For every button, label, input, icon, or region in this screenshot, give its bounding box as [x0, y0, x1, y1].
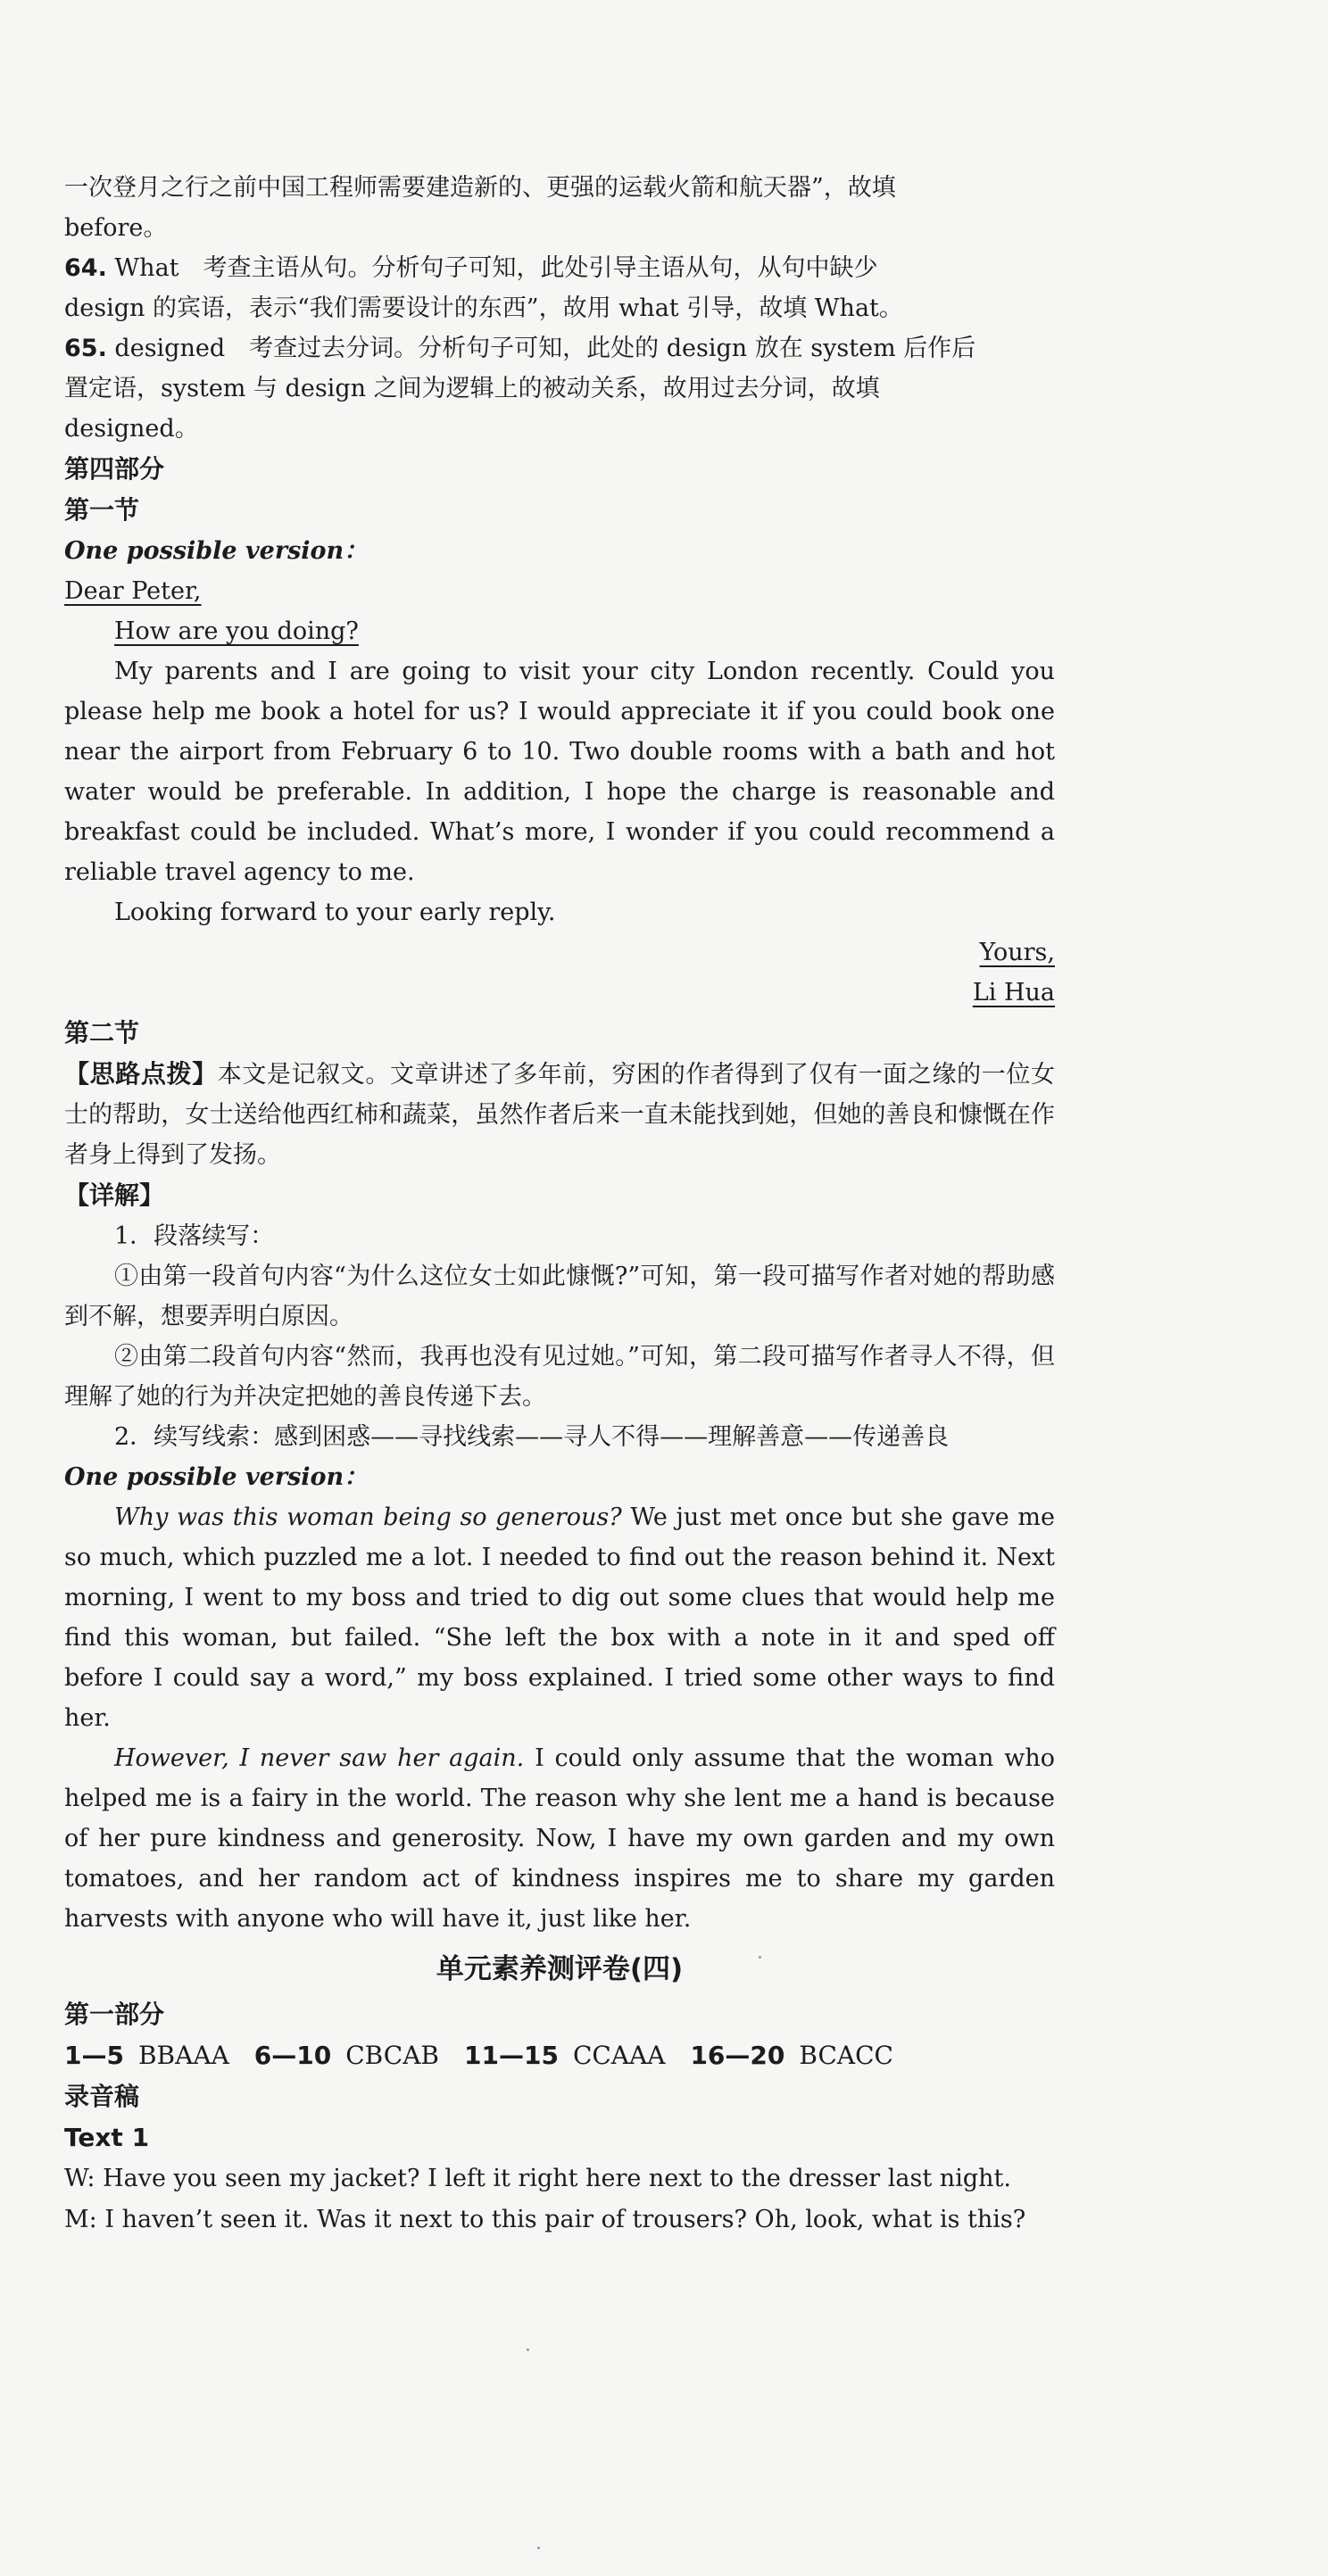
dialogue-man-line: M: I haven’t seen it. Was it next to this pair of trousers? Oh, look, what is this?: [64, 2206, 1026, 2233]
section2-heading: 第二节: [64, 1018, 140, 1048]
point-1: 1．段落续写：: [114, 1222, 275, 1250]
answer-65: [64, 328, 1055, 369]
prev-continuation-line1: 一次登月之行之前中国工程师需要建造新的、更强的运载火箭和航天器”，故填: [64, 174, 896, 202]
answer-65-text: designed 考查过去分词。分析句子可知，此处的 design 放在 system 后作后: [106, 335, 976, 362]
point-2: 2．续写线索：感到困惑——寻找线索——寻人不得——理解善意——传递善良: [114, 1423, 950, 1451]
question-number-65: 65.: [64, 335, 107, 362]
answer-range: 16—20: [690, 2041, 785, 2070]
answer-keys: BBAAA: [137, 2041, 229, 2070]
prev-continuation-line2: before。: [64, 214, 168, 242]
letter-greeting: Dear Peter,: [64, 577, 202, 605]
question-number-64: 64.: [64, 254, 107, 282]
idea-text: 本文是记叙文。文章讲述了多年前，穷困的作者得到了仅有一面之缘的一位女士的帮助，女士送给他西红柿和蔬菜，虽然作者后来一直未能找到她，但她的善良和慷慨在作者身上得到了发扬。: [64, 1061, 1055, 1169]
answer-keys: CCAAA: [572, 2041, 666, 2070]
answer-key-row: [64, 2035, 1055, 2076]
story-p2-lead: However, I never saw her again.: [114, 1744, 525, 1772]
answer-keys: BCACC: [799, 2041, 893, 2070]
version-label-1: One possible version：: [64, 537, 369, 565]
scan-speck: [759, 1956, 761, 1959]
transcript-label: 录音稿: [64, 2082, 140, 2111]
idea-label: 【思路点拨】: [64, 1059, 218, 1089]
letter-sign-off: Yours,: [979, 939, 1055, 966]
story-p2-rest: I could only assume that the woman who helped me is a fairy in the world. The reason why she lent me a hand is because of her pure kindness and generosity. Now, I have my own garden and my own tomatoes, and her random act of kindness inspires me to share my garden harvests with anyone who will have it, just like her.: [64, 1744, 1055, 1933]
scan-speck: [537, 2547, 540, 2549]
letter-closing: Looking forward to your early reply.: [114, 899, 556, 926]
answer-range: 1—5: [64, 2041, 124, 2070]
answer-65-line2: 置定语，system 与 design 之间为逻辑上的被动关系，故用过去分词，故填: [64, 375, 880, 402]
story-p1-lead: Why was this woman being so generous?: [114, 1503, 622, 1531]
part4-heading: 第四部分: [64, 454, 165, 484]
section1-heading: 第一节: [64, 495, 140, 525]
answer-64-text: What 考查主语从句。分析句子可知，此处引导主语从句，从句中缺少: [106, 254, 878, 282]
answer-group: [690, 2035, 893, 2076]
answer-64: [64, 248, 1055, 288]
unit-test-title: 单元素养测评卷(四): [436, 1953, 684, 1985]
dialogue-woman-line: W: Have you seen my jacket? I left it right here next to the dresser last night.: [64, 2165, 1011, 2192]
point-1-sub-2: ②由第二段首句内容“然而，我再也没有见过她。”可知，第二段可描写作者寻人不得，但理解了她的行为并决定把她的善良传递下去。: [64, 1343, 1055, 1411]
story-paragraph-1: [64, 1497, 1055, 1738]
answer-64-line2: design 的宾语，表示“我们需要设计的东西”，故用 what 引导，故填 What。: [64, 294, 903, 322]
story-paragraph-2: [64, 1738, 1055, 1939]
text1-label: Text 1: [64, 2123, 150, 2152]
letter-opening: How are you doing?: [114, 617, 359, 645]
story-p1-rest: We just met once but she gave me so much, which puzzled me a lot. I needed to find out the reason behind it. Next morning, I went to my boss and tried to dig out some clues that would help me find this woman, but failed. “She left the box with a note in it and sped off before I could say a word,” my boss explained. I tried some other ways to find her.: [64, 1503, 1055, 1732]
detail-label: 【详解】: [64, 1180, 165, 1210]
version-label-2: One possible version：: [64, 1463, 369, 1491]
answer-group: [64, 2035, 229, 2076]
answer-group: [464, 2035, 665, 2076]
answer-group: [254, 2035, 439, 2076]
letter-body: My parents and I are going to visit your city London recently. Could you please help me book a hotel for us? I would appreciate it if you could book one near the airport from February 6 to 10. Two double rooms with a bath and hot water would be preferable. In addition, I hope the charge is reasonable and breakfast could be included. What’s more, I wonder if you could recommend a reliable travel agency to me.: [64, 658, 1055, 886]
letter-signature: Li Hua: [972, 979, 1055, 1006]
answer-65-line3: designed。: [64, 415, 199, 443]
answer-keys: CBCAB: [345, 2041, 439, 2070]
unit-test-part1: 第一部分: [64, 2000, 165, 2029]
point-1-sub-1: ①由第一段首句内容“为什么这位女士如此慷慨?”可知，第一段可描写作者对她的帮助感到不解，想要弄明白原因。: [64, 1263, 1055, 1330]
scan-speck: [527, 2348, 529, 2351]
answer-range: 6—10: [253, 2041, 332, 2070]
answer-page: [64, 168, 1055, 2241]
answer-range: 11—15: [464, 2041, 559, 2070]
idea-paragraph: [64, 1054, 1055, 1175]
